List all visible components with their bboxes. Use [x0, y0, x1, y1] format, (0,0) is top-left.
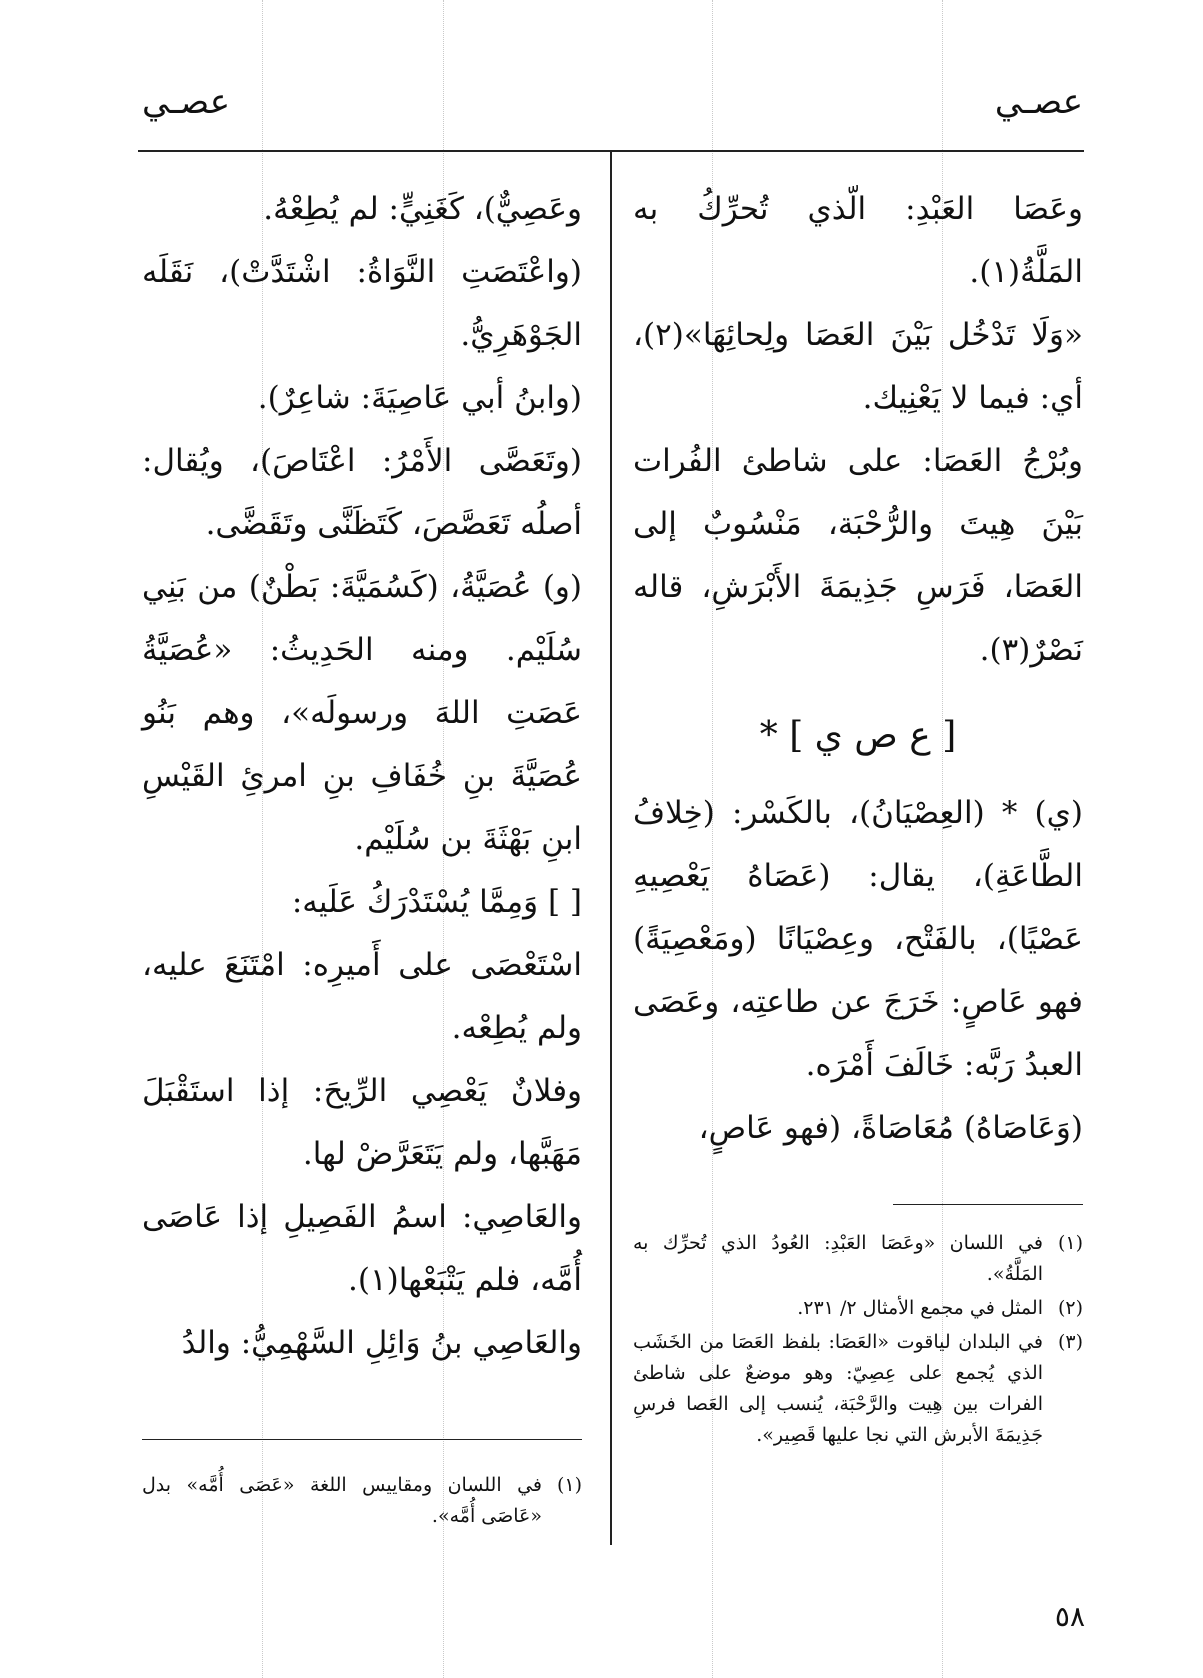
footnote-number: (١) [556, 1474, 582, 1496]
footnote-rule-left [142, 1439, 582, 1440]
paragraph: (و) عُصَيَّةُ، (كَسُمَيَّةَ: بَطْنٌ) من بَنِي سُلَيْم. ومنه الحَدِيثُ: «عُصَيَّةُ عَصَتِ اللهَ ورسولَه»، وهم بَنُو عُصَيَّةَ بنِ خُفَافِ بنِ امرئِ القَيْسِ ابنِ بَهْثَةَ بن سُلَيْم. [142, 569, 582, 857]
paragraph: (وابنُ أبي عَاصِيَةَ: شاعِرٌ). [257, 380, 582, 416]
footnote-number: (٣) [1057, 1331, 1083, 1353]
page-number: ٥٨ [1054, 1600, 1085, 1633]
paragraph: (وَعَاصَاهُ) مُعَاصَاةً، (فهو عَاصٍ، [698, 1110, 1083, 1146]
footnote-number: (١) [1057, 1232, 1083, 1254]
paragraph: وعَصِيٌّ)، كَغَنِيٍّ: لم يُطِعْهُ. [263, 191, 582, 227]
right-column [633, 178, 1083, 1160]
running-head-left: عصـي [142, 82, 231, 122]
paragraph: (واعْتَصَتِ النَّوَاةُ: اشْتَدَّتْ)، نَقَلَه الجَوْهَرِيُّ. [142, 254, 582, 353]
paragraph: (وتَعَصَّى الأَمْرُ: اعْتَاصَ)، ويُقال: أصلُه تَعَصَّصَ، كَتَظَنَّى وتَقَضَّى. [142, 443, 582, 542]
footnote [142, 1470, 582, 1532]
footnotes-right [633, 1228, 1083, 1454]
footnote-text: المثل في مجمع الأمثال ٢/ ٢٣١. [797, 1297, 1043, 1319]
footnote-text: في اللسان ومقاييس اللغة «عَصَى أُمَّه» بدل «عَاصَى أُمَّه». [142, 1474, 542, 1527]
entry-title: [ ع ص ي ] * [759, 715, 957, 756]
paragraph: وفلانٌ يَعْصِي الرِّيحَ: إذا استَقْبَلَ مَهَبَّها، ولم يَتَعَرَّضْ لها. [142, 1073, 582, 1172]
footnote-number: (٢) [1057, 1297, 1083, 1319]
column-divider [610, 150, 612, 1545]
paragraph: وعَصَا العَبْدِ: الّذي تُحرِّكُ به المَلَّةُ(١). [633, 191, 1083, 290]
paragraph: (ي) * (العِصْيَانُ)، بالكَسْر: (خِلافُ الطَّاعَةِ)، يقال: (عَصَاهُ يَعْصِيهِ عَصْيًا)، بالفَتْح، وعِصْيَانًا (ومَعْصِيَةً) فهو عَاصٍ: خَرَجَ عن طاعتِه، وعَصَى العبدُ رَبَّه: خَالَفَ أَمْرَه. [633, 795, 1083, 1083]
footnote [633, 1228, 1083, 1290]
footnote [633, 1327, 1083, 1451]
paragraph: اسْتَعْصَى على أَميرِه: امْتَنَعَ عليه، ولم يُطِعْه. [142, 947, 582, 1046]
paragraph: «وَلَا تَدْخُل بَيْنَ العَصَا ولِحائِهَا»(٢)، أي: فيما لا يَعْنِيك. [633, 317, 1083, 416]
paragraph: والعَاصِي: اسمُ الفَصِيلِ إذا عَاصَى أُمَّه، فلم يَتْبَعْها(١). [142, 1199, 582, 1298]
left-column [142, 178, 582, 1375]
footnotes-left [142, 1470, 582, 1535]
footnote-rule-right [893, 1204, 1083, 1205]
footnote-text: في اللسان «وعَصَا العَبْدِ: العُودُ الذي تُحرِّك به المَلَّةُ». [633, 1232, 1043, 1285]
paragraph: وبُرْجُ العَصَا: على شاطئ الفُرات بَيْنَ هِيتَ والرُّحْبَة، مَنْسُوبٌ إلى العَصَا، فَرَسِ جَذِيمَةَ الأَبْرَشِ، قاله نَصْرٌ(٣). [633, 443, 1083, 668]
footnote [633, 1293, 1083, 1324]
footnote-text: في البلدان لياقوت «العَصَا: بلفظ العَصَا من الخَشَب الذي يُجمع على عِصِيّ: وهو موضعٌ على شاطئ الفرات بين هِيت والرَّحْبَة، يُنسب إلى العَصا فرسِ جَذِيمَةَ الأبرش التي نجا عليها قَصِير». [633, 1331, 1043, 1446]
paragraph: والعَاصِي بنُ وَائِلِ السَّهْمِيُّ: والدُ [181, 1325, 582, 1361]
running-head-right: عصـي [994, 82, 1083, 122]
paragraph: [ ] وَمِمَّا يُسْتَدْرَكُ عَلَيه: [291, 884, 582, 920]
